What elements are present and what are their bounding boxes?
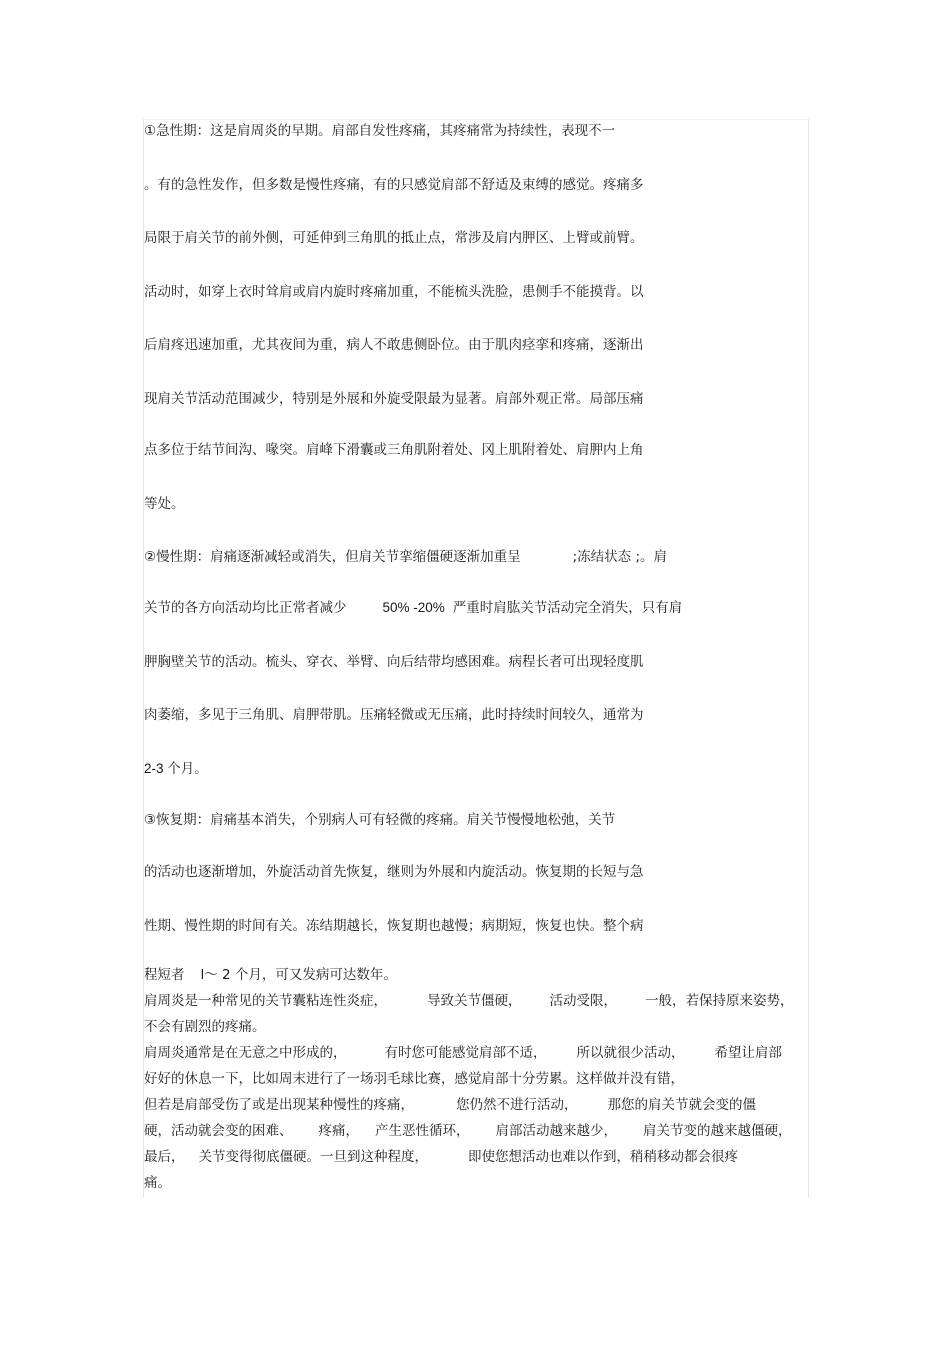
text-line (144, 1040, 804, 1066)
text-segment: 好好的休息一下，比如周末进行了一场羽毛球比赛，感觉肩部十分劳累。这样做并没有错， (144, 1071, 684, 1087)
text-segment: 痛。 (144, 1175, 171, 1191)
text-segment: l～ 2 个月，可又发病可达数年。 (200, 967, 397, 983)
text-segment: 产生恶性循环， (375, 1123, 470, 1139)
text-segment: 肩关节变的越来越僵硬， (643, 1123, 792, 1139)
text-line: 活动时，如穿上衣时耸肩或肩内旋时疼痛加重，不能梳头洗脸，患侧手不能摸背。以 (144, 284, 644, 300)
text-segment: 一般，若保持原来姿势， (645, 993, 794, 1009)
text-line: 的活动也逐渐增加，外旋活动首先恢复，继则为外展和内旋活动。恢复期的长短与急 (144, 864, 644, 880)
text-segment: 您仍然不进行活动， (456, 1097, 578, 1113)
text-line (144, 1014, 804, 1040)
text-segment: 活动受限， (549, 993, 617, 1009)
text-line (144, 1092, 804, 1118)
text-line: 胛胸壁关节的活动。梳头、穿衣、举臂、向后结带均感困难。病程长者可出现轻度肌 (144, 654, 644, 670)
text-line: 点多位于结节间沟、喙突。肩峰下滑囊或三角肌附着处、冈上肌附着处、肩胛内上角 (144, 442, 644, 458)
text-segment: 硬，活动就会变的困难、 (144, 1123, 293, 1139)
text-line: 局限于肩关节的前外侧，可延伸到三角肌的抵止点，常涉及肩内胛区、上臂或前臂。 (144, 230, 644, 246)
text-line (144, 967, 397, 983)
text-segment: 关节变得彻底僵硬。一旦到这种程度， (198, 1149, 428, 1165)
text-line (144, 988, 804, 1014)
text-line: 。有的急性发作，但多数是慢性疼痛，有的只感觉肩部不舒适及束缚的感觉。疼痛多 (144, 177, 644, 193)
text-segment: 肩周炎是一种常见的关节囊粘连性炎症， (144, 993, 387, 1009)
text-segment: ;冻结状态 ;。肩 (572, 549, 667, 565)
percentage-range: 50% -20% (382, 600, 445, 615)
text-line (144, 600, 682, 616)
text-segment: 即使您想活动也难以作到，稍稍移动都会很疼 (468, 1149, 738, 1165)
text-line (144, 1118, 804, 1144)
text-line: 2-3 个月。 (144, 761, 208, 776)
text-line (144, 1066, 804, 1092)
text-segment: 疼痛， (318, 1123, 359, 1139)
text-segment: 希望让肩部 (714, 1045, 782, 1061)
text-segment: 但若是肩部受伤了或是出现某种慢性的疼痛， (144, 1097, 414, 1113)
text-segment: 程短者 (144, 967, 185, 983)
text-line: 肉萎缩，多见于三角肌、肩胛带肌。压痛轻微或无压痛，此时持续时间较久，通常为 (144, 707, 644, 723)
text-segment: 关节的各方向活动均比正常者减少 (144, 600, 347, 616)
closing-paragraphs (144, 988, 804, 1196)
text-line (144, 1170, 804, 1196)
text-line (144, 549, 667, 565)
text-line (144, 1144, 804, 1170)
text-segment: 最后， (144, 1149, 185, 1165)
text-segment: 肩周炎通常是在无意之中形成的， (144, 1045, 347, 1061)
text-segment: 那您的肩关节就会变的僵 (607, 1097, 756, 1113)
text-line: ③恢复期：肩痛基本消失，个别病人可有轻微的疼痛。肩关节慢慢地松弛，关节 (144, 812, 616, 828)
text-segment: 所以就很少活动， (576, 1045, 685, 1061)
text-segment: 不会有剧烈的疼痛。 (144, 1019, 266, 1035)
text-line: 现肩关节活动范围减少，特别是外展和外旋受限最为显著。肩部外观正常。局部压痛 (144, 391, 644, 407)
text-line: 性期、慢性期的时间有关。冻结期越长，恢复期也越慢；病期短，恢复也快。整个病 (144, 918, 644, 934)
text-segment: 严重时肩肱关节活动完全消失，只有肩 (452, 600, 683, 616)
text-segment: ②慢性期：肩痛逐渐减轻或消失，但肩关节挛缩僵硬逐渐加重呈 (144, 549, 521, 565)
text-segment: 导致关节僵硬， (427, 993, 522, 1009)
text-line: 等处。 (144, 496, 185, 512)
text-line: 后肩疼迅速加重，尤其夜间为重，病人不敢患侧卧位。由于肌肉痉挛和疼痛，逐渐出 (144, 337, 644, 353)
text-segment: 肩部活动越来越少， (495, 1123, 617, 1139)
text-segment: 有时您可能感觉肩部不适， (384, 1045, 547, 1061)
text-line: ①急性期：这是肩周炎的早期。肩部自发性疼痛，其疼痛常为持续性，表现不一 (144, 123, 616, 139)
